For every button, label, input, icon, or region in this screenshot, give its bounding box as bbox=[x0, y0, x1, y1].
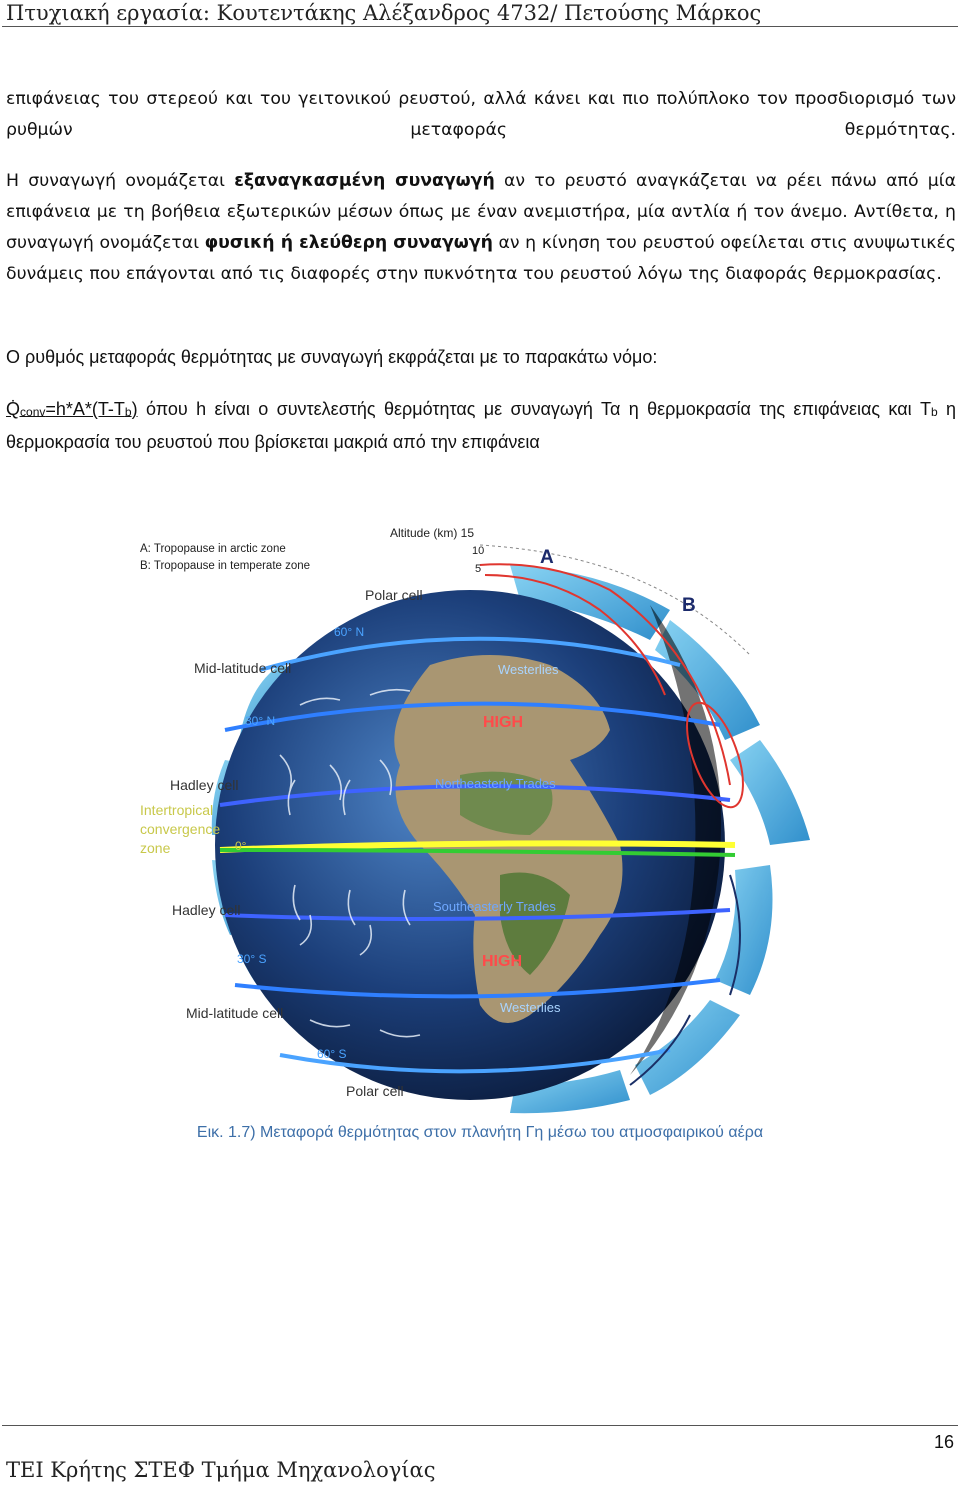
high-bottom: HIGH bbox=[482, 953, 522, 970]
hadley-cell-top: Hadley cell bbox=[170, 777, 239, 793]
atmospheric-circulation-figure bbox=[130, 515, 830, 1115]
page-number: 16 bbox=[933, 1432, 954, 1452]
paragraph-text: Ο ρυθμός μεταφοράς θερμότητας με συναγωγή εκφράζεται με το παρακάτω νόμο: bbox=[6, 347, 658, 367]
westerlies-bottom: Westerlies bbox=[500, 1000, 561, 1015]
running-header: Πτυχιακή εργασία: Κουτεντάκης Αλέξανδρος 4732/ Πετούσης Μάρκος bbox=[6, 1, 762, 25]
lat-60s: 60° S bbox=[317, 1047, 347, 1061]
lat-30s: 30° S bbox=[237, 952, 267, 966]
header-rule bbox=[2, 26, 958, 27]
paragraph-continuation bbox=[6, 84, 956, 146]
marker-b: B bbox=[682, 595, 696, 616]
figure-caption: Εικ. 1.7) Μεταφορά θερμότητας στον πλανήτη Γη μέσω του ατμοσφαιρικού αέρα bbox=[196, 1124, 764, 1141]
text-run: η θερμοκρασία του ρευστού που βρίσκεται μακριά από την επιφάνεια bbox=[6, 399, 957, 452]
running-footer: ΤΕΙ Κρήτης ΣΤΕΦ Τμήμα Μηχανολογίας bbox=[6, 1458, 436, 1482]
text-run: Η συναγωγή ονομάζεται bbox=[6, 171, 235, 191]
convection-equation bbox=[6, 399, 138, 419]
altitude-label: Altitude (km) 15 bbox=[390, 526, 475, 540]
term-natural-convection: φυσική ή ελεύθερη συναγωγή bbox=[204, 233, 493, 253]
footer-rule bbox=[2, 1425, 958, 1426]
paragraph-law-intro bbox=[6, 342, 956, 373]
hadley-cell-bottom: Hadley cell bbox=[172, 902, 241, 918]
polar-cell-bottom: Polar cell bbox=[346, 1083, 404, 1099]
lat-60n: 60° N bbox=[334, 625, 365, 639]
eq-body: =h*A*(T-T bbox=[45, 399, 125, 419]
itcz-line-3: zone bbox=[140, 840, 171, 856]
altitude-5: 5 bbox=[475, 563, 482, 575]
paragraph-text: επιφάνειας του στερεού και του γειτονικού ρευστού, αλλά κάνει και πιο πολύπλοκο τον προσδιορισμό των ρυθμών μεταφοράς θερμότητας. bbox=[6, 89, 956, 140]
polar-cell-top: Polar cell bbox=[365, 587, 423, 603]
lat-30n: 30° N bbox=[245, 714, 276, 728]
eq-tb-sub: b bbox=[124, 405, 132, 419]
eq-q: Q̇ bbox=[6, 399, 21, 419]
legend-b: B: Tropopause in temperate zone bbox=[140, 560, 311, 572]
westerlies-top: Westerlies bbox=[498, 662, 559, 677]
marker-a: A bbox=[540, 547, 554, 568]
itcz-line-1: Intertropical bbox=[140, 802, 214, 818]
paragraph-equation bbox=[6, 394, 956, 458]
northeasterly-trades: Northeasterly Trades bbox=[435, 776, 556, 791]
paragraph-convection-types bbox=[6, 166, 956, 290]
text-run: όπου h είναι ο συντελεστής θερμότητας με συναγωγή Τα η θερμοκρασία της επιφάνειας και T bbox=[137, 399, 931, 419]
eq-close: ) bbox=[131, 399, 138, 419]
itcz-line-2: convergence bbox=[140, 821, 221, 837]
eq-q-sub: conv bbox=[20, 405, 46, 419]
tb-sub: b bbox=[930, 405, 938, 419]
lat-0: 0° bbox=[235, 839, 247, 853]
legend-a: A: Tropopause in arctic zone bbox=[140, 543, 286, 555]
text-run: αν το ρευστό αναγκάζεται να ρέει πάνω από μία επιφάνεια με τη βοήθεια εξωτερικών μέσων όπως με έναν ανεμιστήρα, μία αντλία ή τον άνεμο. Αντίθετα, η συναγωγή ονομάζεται bbox=[6, 171, 957, 253]
mid-latitude-cell-bottom: Mid-latitude cell bbox=[186, 1005, 284, 1021]
southeasterly-trades: Southeasterly Trades bbox=[433, 899, 556, 914]
text-run: αν η κίνηση του ρευστού οφείλεται στις ανυψωτικές δυνάμεις που επάγονται από τις διαφορές στην πυκνότητα του ρευστού λόγω της διαφοράς θερμοκρασίας. bbox=[6, 233, 956, 284]
altitude-10: 10 bbox=[472, 545, 485, 557]
high-top: HIGH bbox=[483, 714, 523, 731]
term-forced-convection: εξαναγκασμένη συναγωγή bbox=[234, 171, 495, 191]
mid-latitude-cell-top: Mid-latitude cell bbox=[194, 660, 292, 676]
